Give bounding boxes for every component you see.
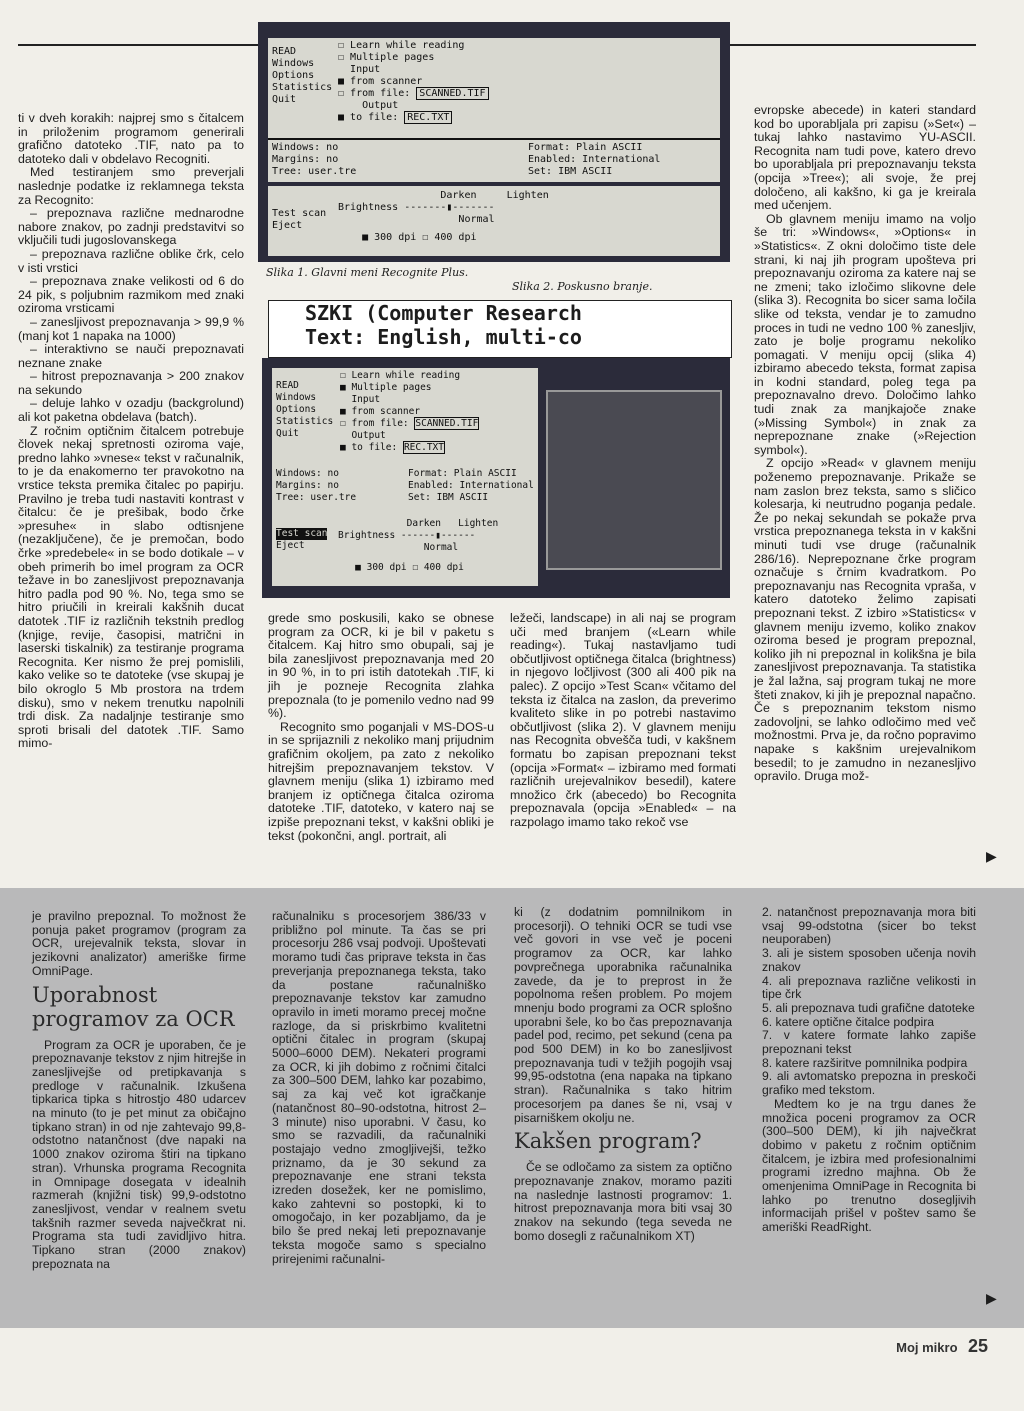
column-1: [18, 112, 244, 751]
heading-which-program: Kakšen program?: [514, 1129, 702, 1154]
option-from-file: from file:: [350, 88, 411, 99]
dpi-300: 300 dpi: [374, 232, 417, 243]
status-windows: Windows: no: [272, 142, 339, 153]
sidebar-box: [0, 888, 1024, 1328]
paragraph: ti v dveh korakih: najprej smo s čitalcem in priloženim programom generirali grafično datoteko .TIF, nato pa to datoteko dali v obdelavo Recogniti.: [18, 111, 244, 166]
list-item: – prepoznava različne mednarodne nabore znakov, po zadnji predstavitvi so vključili tudi jugoslovanskega: [18, 206, 244, 248]
output-file-field: REC.TXT: [403, 442, 444, 453]
option-output: Output: [362, 100, 399, 111]
status-margins: Margins: no: [276, 480, 339, 491]
screen-main-menu: READ Windows Options Statistics Quit ☐ Learn while reading ☐ Multiple pages Input ■ from scanner ☐ from file: SCANNED.TIF Output ■ to file: REC.TXT: [268, 38, 720, 156]
page-number: 25: [967, 1336, 988, 1356]
list-item: – zanesljivost prepoznavanja > 99,9 % (manj kot 1 napaka na 1000): [18, 314, 244, 343]
screen-scan: Test scan Eject Darken Lighten Brightness -------▮------- Normal ■ 300 dpi ☐ 400 dpi: [268, 186, 720, 256]
label-brightness: Brightness: [338, 202, 399, 213]
paragraph: računalniku s procesorjem 386/33 v približno pol minute. Ta čas se pri procesorju 286 vsaj podvoji. Upoštevati moramo tudi čas priprave teksta in čas preverjanja prepoznanega teksta, tako da postane računalniško prepoznavanje tekstov kar zamudno opravilo in imeti moramo precej močne razloge, da si priskrbimo kvalitetni optični čitalec in program (skupaj 5000–6000 DEM). Nekateri programi za OCR, ki jih dobimo z ročnimi čitalci za 300–500 DEM, lahko kar pozabimo, saj za kaj več kot igračkanje (natančnost 80–90-odstotna, hitrost 2–3 minute) niso uporabni. V času, ko smo se razvadili, da računalniki postajajo vedno zmogljivejši, težko priznamo, da je 30 sekund za prepoznavanje ene strani teksta izreden dosežek, ker ne pomislimo, kako zahtevni so postopki, ki to omogočajo, in ker pozabljamo, da je bilo še pred nekaj leti prepoznavanje teksta mogoče samo s specialno prirejenimi računalni-: [272, 909, 486, 1266]
list-item: – deluje lahko v ozadju (backgrolund) ali kot paketna obdelava (batch).: [18, 396, 244, 425]
option-to-file: to file:: [351, 442, 398, 453]
szki-line-2: Text: English, multi-co: [305, 325, 582, 349]
paragraph: ki (z dodatnim pomnilnikom in procesorji). O tehniki OCR se tudi vse več govori in vse več je poceni programov za OCR, kar lahko povprečnega uporabnika računalnika zavede, da je to preprost in že popolnoma rešen problem. Po mojem mnenju bodo programi za OCR splošno uporabni šele, ko bo čas prepoznavanja padel pod, recimo, pet sekund (cena pa pod 500 DEM) in ko bo zanesljivost prepoznavanja tudi v težjih pogojih vsaj 99,95-odstotna (ena napaka na tipkano stran). Računalnika s tako hitrim procesorjem pa danes še ni, vsaj v pisarniškem okolju ne.: [514, 905, 732, 1125]
heading-usability: Uporabnost programov za OCR: [32, 982, 235, 1031]
paragraph: Z opcijo »Read« v glavnem meniju poženemo prepoznavanje. Prikaže se nam zaslon brez teksta, samo s sličico kolesarja, ki neutrudno poganja pedale. Že po nekaj sekundah se pokaže prva vrstica prepoznanega teksta in v kakšni minuti tudi vse druge (računalnik 286/16). Neprepoznane črke program označuje s črnim kvadratkom. Po prepoznavanju nas Recognita vpraša, v katero datoteko želimo zapisati prepoznani tekst. Z izbiro »Statistics« v glavnem meniju izvemo, koliko znakov oziroma besed je program prepoznal, koliko jih ni prepoznal in kolikšna je bila zanesljivost prepoznavanja. Ta statistika je žal lažna, saj program tukaj ne more šteti znakov, ki jih je prepoznal napačno. Če s prepoznanim tekstom nismo zadovoljni, se lahko odločimo med več možnostmi. Prva je, da ročno popravimo napake s kakšnim urejevalnikom besedil; to je zamudno in nezanesljivo opravilo. Druga mož-: [754, 456, 976, 784]
menu-item-options: Options: [276, 404, 317, 415]
scan-test: Test scan: [272, 208, 327, 219]
option-from-file: from file:: [351, 418, 409, 429]
status-set: Set: IBM ASCII: [528, 166, 613, 177]
scan-eject: Eject: [276, 540, 305, 551]
figure-2-screen: [262, 358, 730, 598]
caption-figure-1: Slika 1. Glavni meni Recognite Plus.: [266, 266, 469, 279]
continue-arrow-icon: ▶: [986, 848, 997, 864]
box-column-3: [514, 906, 732, 1243]
continue-arrow-icon: ▶: [986, 1290, 997, 1306]
paragraph: Medtem ko je na trgu danes že množica poceni programov za OCR (300–500 DEM), ki jih največkrat dobimo v paketu z ročnim optičnim čitalcem, je izbira med profesionalnimi programi izredno majhna. Ob že omenjenima OmniPage in Recognita bi lahko po trenutno dosegljivih informacijah prišel v poštev samo še ameriški ReadRight.: [762, 1096, 976, 1235]
menu-item-quit: Quit: [276, 428, 299, 439]
screen-main-menu-2: READ Windows Options Statistics Quit ☐ Learn while reading ■ Multiple pages Input ■ from scanner ☐ from file: SCANNED.TIF Output ■ to file: REC.TXT Windows: no Margins: no Tree: user.tre Format: Plain ASCII Enabled: International Set: IBM ASCII Test scan Eject Darken Lighten Brightness ------▮------ Normal ■ 300 dpi ☐ 400 dpi: [272, 368, 538, 586]
option-output: Output: [351, 430, 386, 441]
list-item: – prepoznava znake velikosti od 6 do 24 pik, s poljubnim razmikom med znaki oziroma vrsticami: [18, 274, 244, 316]
label-normal: Normal: [458, 214, 495, 225]
option-to-file: to file:: [350, 112, 399, 123]
scan-preview: [546, 390, 722, 570]
input-file-field: SCANNED.TIF: [415, 418, 479, 429]
paragraph: Če se odločamo za sistem za optično prepoznavanje znakov, moramo paziti na naslednje lastnosti programov: 1. hitrost prepoznavanja mora biti vsaj 30 znakov na sekundo (tega seveda ne bomo dosegli z računalnikom XT): [514, 1160, 732, 1243]
dpi-300: 300 dpi: [366, 562, 407, 573]
output-file-field: REC.TXT: [404, 111, 452, 124]
menu-item-quit: Quit: [272, 94, 297, 105]
list-item: – hitrost prepoznavanja > 200 znakov na sekundo: [18, 369, 244, 397]
label-normal: Normal: [423, 542, 459, 553]
paragraph: Z ročnim optičnim čitalcem potrebuje človek nekaj spretnosti oziroma vaje, predno lahko »vnese« tekst v računalnik, to je da enakomerno ter pravokotno na vrstice teksta premika čitalec po papirju. Pravilno je treba tudi nastaviti kontrast v čitalcu: če je prešibak, bodo črke »presuhe« in slabo odtisnjene (nezaključene), če je premočan, bodo črke »predebele« in se bodo dotikale – v obeh primerih bo imel program za OCR težave in bo zanesljivost prepoznavanja hitro padla pod 90 %. No, tega smo se hitro priučili in kreirali kakšnih ducat datotek .TIF iz različnih tekstnih predlog (knjige, revije, časopisi, matrični in laserski tiskalnik) za testiranje programa Recognita. Ker nismo že prej pomislili, kako velike so te datoteke (vse skupaj je bilo okroglo 5 Mb prostora na trdem disku), smo v nekem trenutku napolnili trdi disk. Za nadaljnje testiranje smo sproti brisali del datotek .TIF. Samo mimo-: [18, 423, 244, 751]
menu-item-statistics: Statistics: [276, 416, 334, 427]
box-column-4: [762, 906, 976, 1235]
label-lighten: Lighten: [458, 518, 499, 529]
paragraph: Recognito smo poganjali v MS-DOS-u in se sprijaznili z nekoliko manj prijudnim grafičnim okoljem, pa zato z nekoliko hitrejšim prepoznavanjem tekstov. V glavnem meniju (slika 1) izbiramo med branjem iz optičnega čitalca oziroma datoteke .TIF, datoteko, v katero naj se izpiše prepoznani tekst, v kakšni obliki je tekst (pokončni, angl. portrait, ali: [268, 719, 494, 843]
magazine-name: Moj mikro: [896, 1340, 958, 1355]
figure-1-screen: [258, 22, 730, 262]
menu-item-statistics: Statistics: [272, 82, 333, 93]
paragraph: ležeči, landscape) in ali naj se program uči med branjem («Learn while reading«). Tukaj nastavljamo tudi občutljivost optičnega čitalca (brightness) in njegovo ločljivost (300 ali 400 pik na palec). Z opcijo »Test Scan« včitamo del teksta iz čitalca na zaslon, da preverimo kvaliteto slike in po potrebi nastavimo občutljivost (slika 2). V glavnem meniju nas Recognita obvešča tudi, v kakšnem formatu bo zapisan prepoznani tekst (opcija »Format« – izbiramo med formati različnih urejevalnikov besedil), katere množico črk (abecedo) bo Recognita prepoznavala (opcija »Enabled« – na razpolago imamo tako rekoč vse: [510, 611, 736, 829]
paragraph: evropske abecede) in kateri standard kod bo uporabljala pri zapisu (»Set«) – tukaj lahko nastavimo YU-ASCII. Recognita nam tudi pove, katero drevo bo uporabljala pri prepoznavanju teksta (opcija »Tree«); ali svoje, že prej določeno, ali kakšno, ki ga je kreirala med učenjem.: [754, 103, 976, 213]
input-file-field: SCANNED.TIF: [416, 87, 488, 100]
szki-banner: [268, 300, 732, 358]
column-3: [510, 612, 736, 830]
paragraph: Ob glavnem meniju imamo na voljo še tri: »Windows«, »Options« in »Statistics«. Z okni določimo tiste dele strani, ki naj jih program upošteva pri prepoznavanju oziroma za katere naj se ne zmeni; tako izločimo slikovne dele (slika 3). Recognita bo sicer sama ločila slike od teksta, vendar je to zamudno proces in tudi ne vedno 100 % zanesljiv, zato je bolje programu nekoliko pomagati. V meniju opcij (slika 4) izbiramo abecedo teksta, format zapisa in kodni standard, poleg tega pa prepoznavalno drevo. Določimo lahko tudi znak za manjkajoče znake (»Missing Symbol«) in znak za neprepoznane znake (»Rejection symbol«).: [754, 211, 976, 457]
menu-item-read: READ: [272, 46, 297, 57]
status-margins: Margins: no: [272, 154, 339, 165]
paragraph: je pravilno prepoznal. To možnost že ponuja paket programov (program za OCR, urejevalnik teksta, slovar in jezikovni analizator) ameriške firme OmniPage.: [32, 909, 246, 978]
paragraph: Program za OCR je uporaben, če je prepoznavanje tekstov z njim hitrejše in zanesljivejše od pretipkavanja s predloge v računalnik. Izkušena tipkarica tipka s hitrostjo 480 udarcev na minuto (to je pet minut za običajno tipkano stran) in od nje zahtevajo 99,8-odstotno natančnost (dve napaki na 1000 znakov oziroma štiri na tipkano stran). Vrhunska programa Recognita in Omnipage dosegata v idealnih razmerah (knjižni tisk) 99,9-odstotno zanesljivost, vendar v realnem svetu takšnih razmer seveda največkrat ni. Programa sta tudi zavidljivo hitra. Tipkano stran (2000 znakov) prepoznata na: [32, 1037, 246, 1271]
option-scanner: from scanner: [350, 76, 423, 87]
label-brightness: Brightness: [338, 530, 396, 541]
option-learn: Learn while reading: [351, 370, 461, 381]
paragraph: grede smo poskusili, kako se obnese program za OCR, ki je bil v paketu s čitalcem. Kaj hitro smo obupali, saj je bila zanesljivost prepoznavanja med 20 in 90 %, in to pri istih datotekah .TIF, ki jih je pozneje Recognita zlahka prepoznala (to je pomenilo vedno nad 99 %).: [268, 611, 494, 721]
menu-item-windows: Windows: [276, 392, 317, 403]
screen-status: [268, 138, 720, 182]
option-scanner: from scanner: [351, 406, 421, 417]
status-tree: Tree: user.tre: [272, 166, 357, 177]
szki-line-1: SZKI (Computer Research: [305, 301, 582, 325]
option-multiple: Multiple pages: [350, 52, 435, 63]
column-2: [268, 612, 494, 843]
scan-eject: Eject: [272, 220, 303, 231]
label-darken: Darken: [406, 518, 441, 529]
list-item: – interaktivno se nauči prepoznavati neznane znake: [18, 342, 244, 370]
dpi-400: 400 dpi: [423, 562, 464, 573]
label-lighten: Lighten: [506, 190, 549, 201]
list-item: – prepoznava različne oblike črk, celo v isti vrstici: [18, 246, 244, 275]
box-column-1: [32, 910, 246, 1271]
box-column-2: [272, 910, 486, 1266]
scan-test: Test scan: [276, 528, 328, 539]
label-darken: Darken: [440, 190, 477, 201]
status-enabled: Enabled: International: [528, 154, 661, 165]
caption-figure-2: Slika 2. Poskusno branje.: [512, 280, 653, 293]
menu-item-windows: Windows: [272, 58, 315, 69]
top-rule-left: [18, 44, 258, 46]
menu-item-options: Options: [272, 70, 315, 81]
paragraph: Med testiranjem smo preverjali naslednje podatke iz reklamnega teksta za Recognito:: [18, 165, 244, 207]
numbered-list: 2. natančnost prepoznavanja mora biti vsaj 99-odstotna (sicer bo tekst neuporaben) 3. ali je sistem sposoben učenja novih znakov 4. ali prepoznava različne velikosti in tipe črk 5. ali prepoznava tudi grafične datoteke 6. katere optične čitalce podpira 7. v katere formate lahko zapiše prepoznani tekst 8. katere razširitve pomnilnika podpira 9. ali avtomatsko prepozna in preskoči grafiko med tekstom.: [762, 905, 976, 1098]
menu-item-read: READ: [276, 380, 299, 391]
status-set: Set: IBM ASCII: [408, 492, 489, 503]
option-input: Input: [351, 394, 381, 405]
status-tree: Tree: user.tre: [276, 492, 357, 503]
option-multiple: Multiple pages: [351, 382, 432, 393]
page-footer: [896, 1336, 988, 1357]
status-format: Format: Plain ASCII: [408, 468, 517, 479]
status-enabled: Enabled: International: [408, 480, 534, 491]
status-windows: Windows: no: [276, 468, 339, 479]
option-input: Input: [350, 64, 381, 75]
top-rule-right: [730, 44, 976, 46]
column-4: [754, 104, 976, 784]
dpi-400: 400 dpi: [434, 232, 477, 243]
status-format: Format: Plain ASCII: [528, 142, 643, 153]
option-learn: Learn while reading: [350, 40, 465, 51]
